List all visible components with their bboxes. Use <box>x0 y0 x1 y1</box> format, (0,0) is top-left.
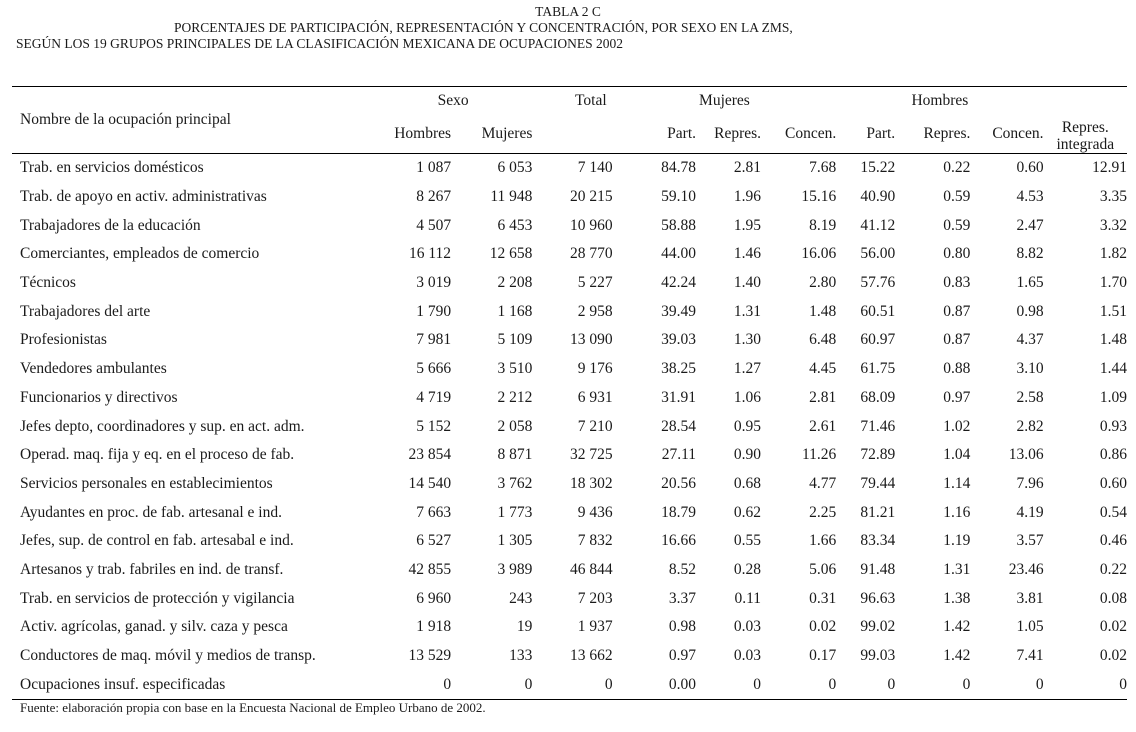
cell-mujeres-concen: 4.45 <box>809 360 837 378</box>
cell-total: 18 302 <box>570 474 613 492</box>
header-integrada-line1: Repres. <box>1061 119 1109 136</box>
cell-mujeres-part: 58.88 <box>661 216 696 234</box>
header-m-repres: Repres. <box>714 125 762 142</box>
cell-total: 7 832 <box>577 532 613 550</box>
header-mujeres: Mujeres <box>481 125 533 142</box>
cell-mujeres-part: 44.00 <box>661 245 696 263</box>
table-row <box>12 183 1127 212</box>
cell-total: 7 140 <box>577 159 613 177</box>
cell-total: 13 090 <box>570 331 613 349</box>
cell-repres-integrada: 0.54 <box>1099 503 1127 521</box>
cell-occupation-name: Trabajadores de la educación <box>20 216 201 234</box>
cell-mujeres-concen: 2.80 <box>809 274 837 292</box>
cell-mujeres: 2 208 <box>497 274 533 292</box>
cell-repres-integrada: 12.91 <box>1092 159 1127 177</box>
cell-repres-integrada: 1.82 <box>1099 245 1127 263</box>
cell-mujeres: 2 212 <box>497 388 533 406</box>
cell-hombres: 1 087 <box>416 159 452 177</box>
table-row <box>12 527 1127 556</box>
cell-hombres-concen: 2.58 <box>1016 388 1044 406</box>
cell-repres-integrada: 0.60 <box>1099 474 1127 492</box>
cell-occupation-name: Profesionistas <box>20 331 107 349</box>
cell-hombres-part: 68.09 <box>860 388 896 406</box>
cell-repres-integrada: 0.86 <box>1099 446 1127 464</box>
cell-occupation-name: Ayudantes en proc. de fab. artesanal e ind. <box>20 503 282 521</box>
cell-hombres-part: 15.22 <box>860 159 896 177</box>
cell-hombres-repres: 0 <box>962 675 971 693</box>
table-row <box>12 269 1127 298</box>
cell-mujeres-repres: 1.06 <box>733 388 762 406</box>
cell-hombres-concen: 23.46 <box>1008 560 1044 578</box>
cell-mujeres-concen: 2.81 <box>809 388 837 406</box>
cell-mujeres-repres: 1.46 <box>733 245 762 263</box>
cell-hombres-repres: 1.14 <box>943 474 971 492</box>
cell-hombres-repres: 0.87 <box>943 331 971 349</box>
cell-hombres: 4 507 <box>416 216 452 234</box>
cell-mujeres: 12 658 <box>489 245 533 263</box>
cell-hombres-part: 71.46 <box>860 417 896 435</box>
cell-mujeres-part: 16.66 <box>661 532 696 550</box>
cell-hombres-part: 60.97 <box>860 331 896 349</box>
cell-hombres: 4 719 <box>416 388 452 406</box>
cell-total: 9 176 <box>577 360 613 378</box>
cell-occupation-name: Operad. maq. fija y eq. en el proceso de fab. <box>20 446 295 464</box>
table-row <box>12 670 1127 699</box>
header-hombres: Hombres <box>394 125 452 142</box>
cell-mujeres: 133 <box>509 647 533 665</box>
header-h-repres: Repres. <box>923 125 971 142</box>
table-title-line1: PORCENTAJES DE PARTICIPACIÓN, REPRESENTACIÓN Y CONCENTRACIÓN, POR SEXO EN LA ZMS, <box>174 20 793 35</box>
cell-hombres-concen: 4.19 <box>1016 503 1044 521</box>
cell-repres-integrada: 0.02 <box>1099 647 1127 665</box>
header-m-part: Part. <box>667 125 696 142</box>
cell-mujeres: 0 <box>524 675 533 693</box>
cell-hombres: 23 854 <box>408 446 452 464</box>
cell-hombres-concen: 1.05 <box>1016 618 1044 636</box>
cell-mujeres-repres: 1.40 <box>733 274 762 292</box>
cell-mujeres-repres: 2.81 <box>733 159 762 177</box>
cell-hombres-part: 41.12 <box>860 216 896 234</box>
cell-mujeres-repres: 1.96 <box>733 188 762 206</box>
header-h-part: Part. <box>866 125 896 142</box>
cell-mujeres-concen: 16.06 <box>801 245 837 263</box>
cell-hombres: 14 540 <box>408 474 452 492</box>
cell-mujeres-part: 28.54 <box>661 417 696 435</box>
cell-hombres-repres: 0.88 <box>943 360 971 378</box>
table-row <box>12 211 1127 240</box>
cell-repres-integrada: 3.32 <box>1099 216 1127 234</box>
cell-hombres-concen: 4.37 <box>1016 331 1044 349</box>
cell-mujeres: 11 948 <box>490 188 533 206</box>
cell-mujeres-part: 0.00 <box>668 675 696 693</box>
cell-mujeres-concen: 2.25 <box>809 503 837 521</box>
cell-mujeres-repres: 1.95 <box>733 216 762 234</box>
cell-hombres-repres: 0.59 <box>943 188 971 206</box>
cell-repres-integrada: 0.02 <box>1099 618 1127 636</box>
table-row <box>12 355 1127 384</box>
header-total-blank <box>532 115 612 154</box>
table-row <box>12 412 1127 441</box>
cell-hombres-part: 60.51 <box>860 302 896 320</box>
cell-mujeres: 3 510 <box>497 360 533 378</box>
cell-mujeres: 5 109 <box>497 331 533 349</box>
cell-mujeres-concen: 2.61 <box>809 417 837 435</box>
cell-hombres-part: 57.76 <box>860 274 896 292</box>
cell-hombres-repres: 0.59 <box>943 216 971 234</box>
cell-hombres-repres: 0.97 <box>943 388 971 406</box>
cell-total: 28 770 <box>570 245 613 263</box>
cell-mujeres-part: 39.03 <box>661 331 696 349</box>
cell-hombres-part: 99.02 <box>860 618 896 636</box>
cell-mujeres-part: 0.97 <box>668 647 696 665</box>
cell-mujeres-part: 0.98 <box>668 618 696 636</box>
cell-hombres-part: 81.21 <box>860 503 896 521</box>
cell-total: 9 436 <box>577 503 613 521</box>
cell-hombres-concen: 4.53 <box>1016 188 1044 206</box>
cell-total: 7 203 <box>577 589 613 607</box>
cell-hombres-repres: 0.87 <box>943 302 971 320</box>
cell-occupation-name: Trabajadores del arte <box>20 302 151 320</box>
cell-hombres: 1 918 <box>416 618 452 636</box>
cell-hombres-concen: 2.47 <box>1016 216 1044 234</box>
cell-occupation-name: Conductores de maq. móvil y medios de transp. <box>20 647 316 665</box>
cell-hombres-part: 91.48 <box>860 560 896 578</box>
table-row <box>12 384 1127 413</box>
header-repres-integrada <box>1044 115 1127 154</box>
cell-mujeres-part: 84.78 <box>661 159 696 177</box>
cell-total: 2 958 <box>577 302 613 320</box>
cell-mujeres: 1 305 <box>497 532 533 550</box>
cell-hombres: 7 981 <box>416 331 452 349</box>
cell-repres-integrada: 1.48 <box>1099 331 1127 349</box>
cell-repres-integrada: 0.22 <box>1099 560 1127 578</box>
cell-hombres-concen: 3.81 <box>1016 589 1044 607</box>
cell-mujeres-part: 18.79 <box>661 503 696 521</box>
cell-hombres-concen: 3.57 <box>1016 532 1044 550</box>
cell-mujeres-concen: 0.31 <box>809 589 837 607</box>
cell-mujeres-part: 27.11 <box>661 446 696 464</box>
cell-hombres-repres: 1.42 <box>943 647 971 665</box>
cell-repres-integrada: 0.93 <box>1099 417 1127 435</box>
cell-occupation-name: Jefes, sup. de control en fab. artesabal e ind. <box>20 532 294 550</box>
table-row <box>12 441 1127 470</box>
cell-occupation-name: Vendedores ambulantes <box>20 360 167 378</box>
table-row <box>12 498 1127 527</box>
cell-hombres-repres: 0.80 <box>943 245 971 263</box>
cell-repres-integrada: 1.70 <box>1099 274 1127 292</box>
cell-occupation-name: Trab. de apoyo en activ. administrativas <box>20 188 267 206</box>
header-hombres-group: Hombres <box>911 92 969 109</box>
cell-mujeres-concen: 8.19 <box>809 216 837 234</box>
cell-repres-integrada: 0.46 <box>1099 532 1127 550</box>
cell-hombres: 6 960 <box>416 589 452 607</box>
cell-hombres-repres: 1.02 <box>943 417 971 435</box>
cell-repres-integrada: 1.09 <box>1099 388 1127 406</box>
cell-total: 20 215 <box>570 188 613 206</box>
cell-total: 46 844 <box>570 560 613 578</box>
cell-mujeres-part: 38.25 <box>661 360 696 378</box>
cell-hombres-concen: 0 <box>1035 675 1044 693</box>
cell-mujeres-part: 31.91 <box>661 388 696 406</box>
cell-occupation-name: Trab. en servicios de protección y vigilancia <box>20 589 295 607</box>
header-total: Total <box>575 92 607 109</box>
cell-occupation-name: Activ. agrícolas, ganad. y silv. caza y pesca <box>20 618 288 636</box>
cell-hombres-concen: 3.10 <box>1016 360 1044 378</box>
cell-mujeres-concen: 1.48 <box>809 302 837 320</box>
cell-mujeres-repres: 1.31 <box>733 302 762 320</box>
cell-mujeres-repres: 0.11 <box>734 589 762 607</box>
cell-total: 7 210 <box>577 417 613 435</box>
cell-hombres-repres: 0.83 <box>943 274 971 292</box>
cell-hombres: 16 112 <box>409 245 452 263</box>
cell-hombres: 3 019 <box>416 274 452 292</box>
cell-mujeres: 243 <box>509 589 533 607</box>
table-row <box>12 297 1127 326</box>
cell-hombres-repres: 0.22 <box>943 159 971 177</box>
cell-occupation-name: Servicios personales en establecimientos <box>20 474 273 492</box>
cell-hombres: 6 527 <box>416 532 452 550</box>
cell-mujeres-part: 39.49 <box>661 302 696 320</box>
cell-hombres-repres: 1.16 <box>943 503 971 521</box>
cell-repres-integrada: 1.51 <box>1099 302 1127 320</box>
cell-mujeres-part: 20.56 <box>661 474 696 492</box>
cell-mujeres: 3 762 <box>497 474 533 492</box>
cell-hombres: 7 663 <box>416 503 452 521</box>
table-title-block <box>0 4 1136 52</box>
table-row <box>12 326 1127 355</box>
table-row <box>12 642 1127 671</box>
header-mujeres-group: Mujeres <box>699 92 750 109</box>
cell-mujeres-repres: 0.03 <box>733 618 762 636</box>
cell-hombres-concen: 2.82 <box>1016 417 1044 435</box>
cell-mujeres: 8 871 <box>497 446 533 464</box>
cell-repres-integrada: 0.08 <box>1099 589 1127 607</box>
cell-mujeres: 6 453 <box>497 216 533 234</box>
cell-hombres-concen: 0.98 <box>1016 302 1044 320</box>
cell-occupation-name: Trab. en servicios domésticos <box>20 159 204 177</box>
cell-total: 13 662 <box>570 647 613 665</box>
cell-mujeres: 3 989 <box>497 560 533 578</box>
cell-hombres: 0 <box>443 675 452 693</box>
header-empty <box>1044 87 1127 116</box>
cell-occupation-name: Ocupaciones insuf. especificadas <box>20 675 226 693</box>
cell-mujeres-repres: 0.68 <box>733 474 762 492</box>
cell-mujeres: 1 773 <box>497 503 533 521</box>
cell-repres-integrada: 0 <box>1119 675 1127 693</box>
cell-occupation-name: Comerciantes, empleados de comercio <box>20 245 260 263</box>
cell-total: 0 <box>604 675 613 693</box>
cell-hombres-concen: 0.60 <box>1016 159 1044 177</box>
cell-mujeres-part: 8.52 <box>668 560 696 578</box>
table-row <box>12 240 1127 269</box>
cell-hombres: 8 267 <box>416 188 452 206</box>
cell-mujeres-concen: 1.66 <box>809 532 837 550</box>
cell-total: 5 227 <box>577 274 613 292</box>
cell-repres-integrada: 1.44 <box>1099 360 1127 378</box>
cell-hombres-concen: 8.82 <box>1016 245 1044 263</box>
cell-mujeres: 6 053 <box>497 159 533 177</box>
table-row <box>12 584 1127 613</box>
cell-hombres-repres: 1.42 <box>943 618 971 636</box>
cell-hombres-part: 99.03 <box>860 647 896 665</box>
table-body <box>12 154 1127 700</box>
cell-mujeres-concen: 0 <box>828 675 837 693</box>
header-sexo: Sexo <box>437 92 469 109</box>
cell-hombres-part: 79.44 <box>860 474 896 492</box>
cell-hombres-repres: 1.38 <box>943 589 971 607</box>
cell-mujeres-repres: 0.95 <box>733 417 762 435</box>
cell-mujeres-repres: 0.03 <box>733 647 762 665</box>
cell-mujeres-part: 59.10 <box>661 188 696 206</box>
cell-hombres-part: 83.34 <box>860 532 896 550</box>
header-h-concen: Concen. <box>992 125 1044 142</box>
cell-total: 1 937 <box>577 618 613 636</box>
cell-mujeres-concen: 7.68 <box>809 159 837 177</box>
cell-hombres-part: 0 <box>887 675 896 693</box>
cell-mujeres-concen: 6.48 <box>809 331 837 349</box>
cell-mujeres-repres: 0.55 <box>733 532 762 550</box>
cell-hombres-part: 61.75 <box>860 360 896 378</box>
header-integrada-line2: integrada <box>1056 136 1115 153</box>
table-row <box>12 613 1127 642</box>
cell-mujeres-concen: 0.02 <box>809 618 837 636</box>
cell-mujeres-repres: 0 <box>753 675 762 693</box>
cell-hombres: 13 529 <box>408 647 452 665</box>
cell-mujeres-concen: 15.16 <box>801 188 837 206</box>
cell-hombres-repres: 1.04 <box>943 446 971 464</box>
cell-mujeres-repres: 1.27 <box>733 360 762 378</box>
table-number: TABLA 2 C <box>535 4 601 19</box>
cell-hombres-concen: 7.41 <box>1016 647 1044 665</box>
cell-mujeres-repres: 0.62 <box>733 503 762 521</box>
occupations-table <box>12 86 1127 700</box>
table-row <box>12 556 1127 585</box>
cell-occupation-name: Técnicos <box>20 274 76 292</box>
cell-total: 10 960 <box>570 216 613 234</box>
table-row <box>12 470 1127 499</box>
cell-mujeres-concen: 0.17 <box>809 647 837 665</box>
cell-hombres: 1 790 <box>416 302 452 320</box>
cell-hombres-part: 40.90 <box>860 188 896 206</box>
cell-repres-integrada: 3.35 <box>1099 188 1127 206</box>
cell-mujeres: 2 058 <box>497 417 533 435</box>
cell-hombres: 5 152 <box>416 417 452 435</box>
cell-hombres-concen: 1.65 <box>1016 274 1044 292</box>
source-note: Fuente: elaboración propia con base en la Encuesta Nacional de Empleo Urbano de 2002. <box>20 700 486 715</box>
cell-mujeres-concen: 4.77 <box>809 474 837 492</box>
cell-hombres-concen: 7.96 <box>1016 474 1044 492</box>
cell-occupation-name: Artesanos y trab. fabriles en ind. de transf. <box>20 560 284 578</box>
cell-mujeres-concen: 5.06 <box>809 560 837 578</box>
cell-hombres-concen: 13.06 <box>1008 446 1044 464</box>
cell-mujeres: 19 <box>516 618 533 636</box>
cell-total: 6 931 <box>577 388 613 406</box>
cell-occupation-name: Jefes depto, coordinadores y sup. en act. adm. <box>20 417 305 435</box>
cell-mujeres-part: 3.37 <box>668 589 696 607</box>
cell-hombres-part: 72.89 <box>860 446 896 464</box>
cell-mujeres-concen: 11.26 <box>801 446 837 464</box>
cell-mujeres-repres: 1.30 <box>733 331 762 349</box>
cell-hombres: 5 666 <box>416 360 452 378</box>
cell-mujeres-repres: 0.28 <box>733 560 762 578</box>
table-title-line2: SEGÚN LOS 19 GRUPOS PRINCIPALES DE LA CLASIFICACIÓN MEXICANA DE OCUPACIONES 2002 <box>16 36 623 51</box>
table-row <box>12 154 1127 183</box>
header-m-concen: Concen. <box>785 125 837 142</box>
cell-mujeres: 1 168 <box>497 302 533 320</box>
cell-hombres: 42 855 <box>408 560 452 578</box>
cell-hombres-repres: 1.19 <box>943 532 971 550</box>
header-occupation-name: Nombre de la ocupación principal <box>20 111 231 128</box>
cell-mujeres-part: 42.24 <box>661 274 696 292</box>
cell-total: 32 725 <box>570 446 613 464</box>
cell-hombres-part: 96.63 <box>860 589 896 607</box>
cell-hombres-part: 56.00 <box>860 245 896 263</box>
cell-occupation-name: Funcionarios y directivos <box>20 388 178 406</box>
cell-hombres-repres: 1.31 <box>943 560 971 578</box>
cell-mujeres-repres: 0.90 <box>733 446 762 464</box>
